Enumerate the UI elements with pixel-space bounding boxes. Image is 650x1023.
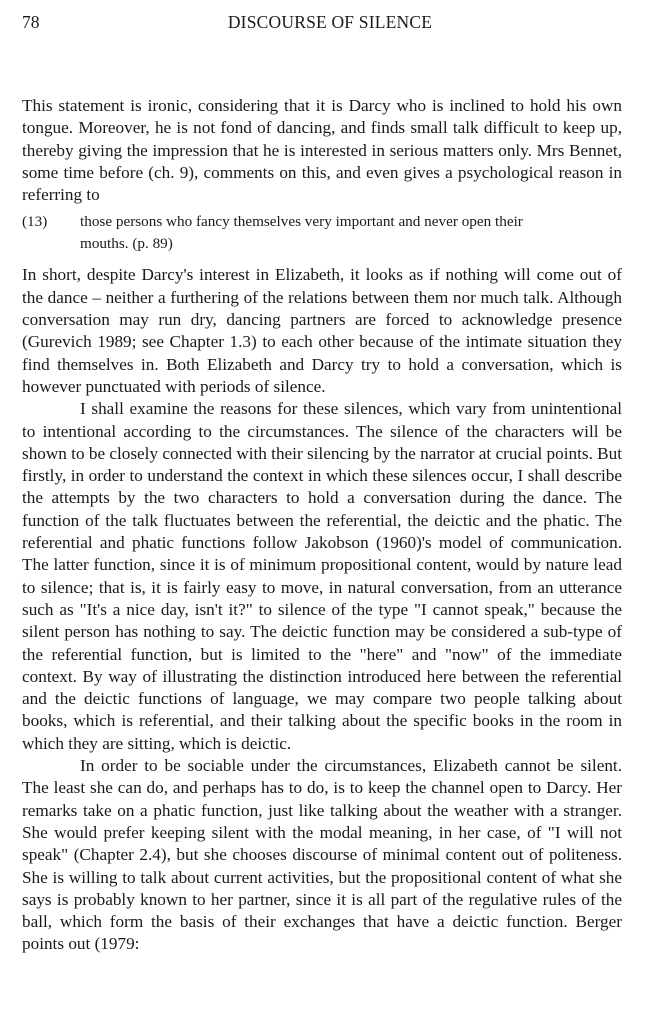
paragraph-2: In short, despite Darcy's interest in Elizabeth, it looks as if nothing will come out of the dance – neither a furthering of the relations between them nor much talk. Although conversation may run dry, dancing partners are forced to acknowledge presence (Gurevich 1989; see Chapter 1.3) to each other because of the intimate situation they find themselves in. Both Elizabeth and Darcy try to hold a conversation, which is however punctuated with periods of silence. — [22, 265, 622, 396]
example-quote — [22, 211, 622, 255]
page-number: 78 — [22, 12, 40, 32]
running-head — [22, 12, 628, 36]
paragraph-1: This statement is ironic, considering that it is Darcy who is inclined to hold his own tongue. Moreover, he is not fond of dancing, and finds small talk difficult to keep up, thereby giving the impression that he is interested in serious matters only. Mrs Bennet, some time before (ch. 9), comments on this, and even gives a psychological reason in referring to — [22, 96, 622, 205]
body-text — [22, 95, 622, 956]
paragraph-3: I shall examine the reasons for these silences, which vary from unintentional to intentional according to the circumstances. The silence of the characters will be shown to be closely connected with their silencing by the narrator at crucial points. But firstly, in order to understand the context in which these silences occur, I shall describe the attempts by the two characters to hold a conversation during the dance. The function of the talk fluctuates between the referential, the deictic and the phatic. The referential and phatic functions follow Jakobson (1960)'s model of communication. The latter function, since it is of minimum propositional content, would by nature lead to silence; that is, it is fairly easy to move, in natural conversation, from an utterance such as "It's a nice day, isn't it?" to silence of the type "I cannot speak," because the silent person has nothing to say. The deictic function may be considered a sub-type of the referential function, but is limited to the "here" and "now" of the immediate context. By way of illustrating the distinction introduced here between the referential and the deictic functions of language, we may compare two people talking about books, which is referential, and their talking about the specific books in the room in which they are sitting, which is deictic. — [22, 399, 622, 753]
paragraph-4: In order to be sociable under the circumstances, Elizabeth cannot be silent. The least she can do, and perhaps has to do, is to keep the channel open to Darcy. Her remarks take on a phatic function, just like talking about the weather with a stranger. She would prefer keeping silent with the modal meaning, in her case, of "I will not speak" (Chapter 2.4), but she chooses discourse of minimal content out of politeness. She is willing to talk about current activities, but the propositional content of what she says is probably known to her partner, since it is all part of the regulative rules of the ball, which form the basis of their exchanges that have a deictic function. Berger points out (1979: — [22, 756, 622, 954]
example-text: those persons who fancy themselves very important and never open their mouths. (p. 89) — [80, 213, 523, 253]
running-title: DISCOURSE OF SILENCE — [227, 12, 433, 32]
example-number: (13) — [22, 213, 48, 231]
